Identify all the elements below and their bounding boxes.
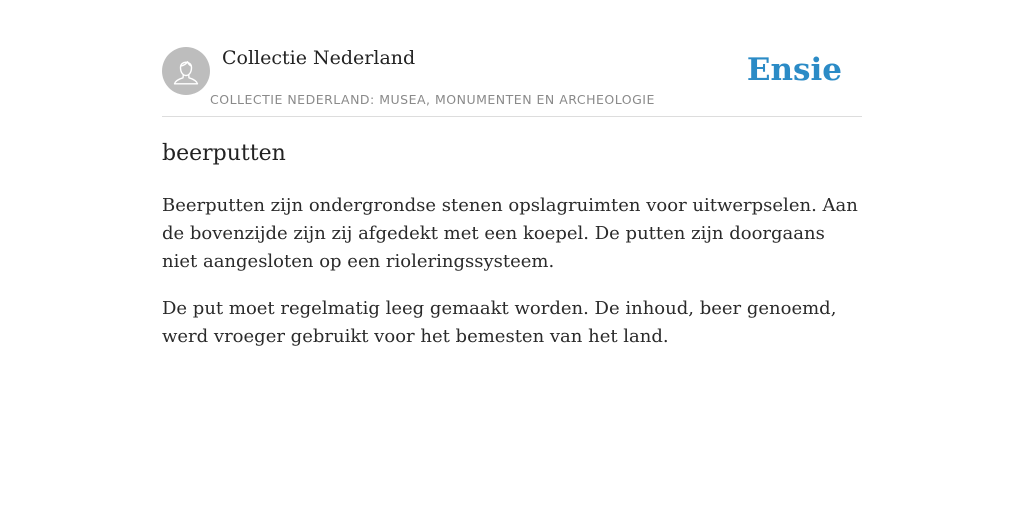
paragraph: Beerputten zijn ondergrondse stenen opslagruimten voor uitwerpselen. Aan de bovenzijde zijn zij afgedekt met een koepel. De putten zijn doorgaans niet aangesloten op een rioleringssysteem.	[162, 195, 858, 272]
paragraph: De put moet regelmatig leeg gemaakt worden. De inhoud, beer genoemd, werd vroeger gebruikt voor het bemesten van het land.	[162, 298, 837, 347]
source-subtitle[interactable]: COLLECTIE NEDERLAND: MUSEA, MONUMENTEN EN ARCHEOLOGIE	[210, 92, 655, 107]
entry-header	[162, 46, 862, 117]
article-body	[162, 138, 862, 351]
author-name[interactable]: Collectie Nederland	[222, 47, 416, 69]
ensie-logo[interactable]: Ensie	[746, 52, 842, 88]
page-title: beerputten	[162, 141, 286, 166]
avatar[interactable]	[162, 47, 210, 95]
user-outline-icon	[162, 47, 210, 95]
